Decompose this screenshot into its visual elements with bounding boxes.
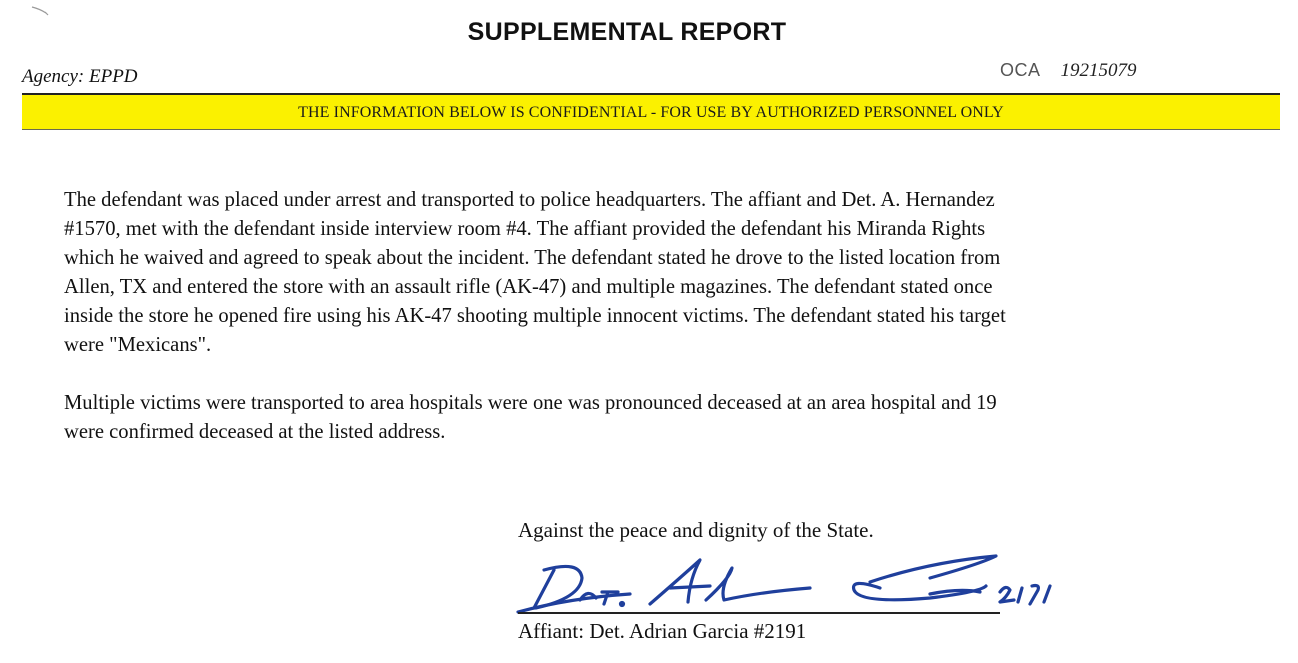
narrative-line: were "Mexicans". bbox=[64, 334, 212, 356]
report-title: SUPPLEMENTAL REPORT bbox=[467, 18, 787, 46]
oca-label: OCA bbox=[1000, 60, 1041, 80]
narrative-paragraph-2 bbox=[64, 389, 1264, 447]
narrative-line: #1570, met with the defendant inside interview room #4. The affiant provided the defendant his Miranda Rights bbox=[64, 218, 986, 240]
narrative-line: inside the store he opened fire using his AK-47 shooting multiple innocent victims. The defendant stated his target bbox=[64, 305, 1006, 327]
narrative-paragraph-1 bbox=[64, 186, 1264, 360]
narrative-line: Allen, TX and entered the store with an assault rifle (AK-47) and multiple magazines. The defendant stated once bbox=[64, 276, 993, 298]
signature-line bbox=[518, 612, 1000, 614]
narrative-body bbox=[64, 186, 1264, 447]
affiant-name: Affiant: Det. Adrian Garcia #2191 bbox=[518, 619, 807, 643]
oca-field bbox=[1000, 60, 1137, 82]
confidential-banner: THE INFORMATION BELOW IS CONFIDENTIAL - FOR USE BY AUTHORIZED PERSONNEL ONLY bbox=[22, 95, 1280, 130]
narrative-line: were confirmed deceased at the listed address. bbox=[64, 421, 446, 443]
narrative-line: The defendant was placed under arrest and transported to police headquarters. The affiant and Det. A. Hernandez bbox=[64, 189, 995, 211]
closing-statement: Against the peace and dignity of the State. bbox=[518, 518, 874, 542]
agency-label: Agency: EPPD bbox=[22, 66, 138, 87]
oca-number: 19215079 bbox=[1060, 60, 1137, 81]
handwritten-signature bbox=[510, 548, 1070, 620]
narrative-line: Multiple victims were transported to area hospitals were one was pronounced deceased at an area hospital and 19 bbox=[64, 392, 997, 414]
narrative-line: which he waived and agreed to speak about the incident. The defendant stated he drove to the listed location from bbox=[64, 247, 1001, 269]
